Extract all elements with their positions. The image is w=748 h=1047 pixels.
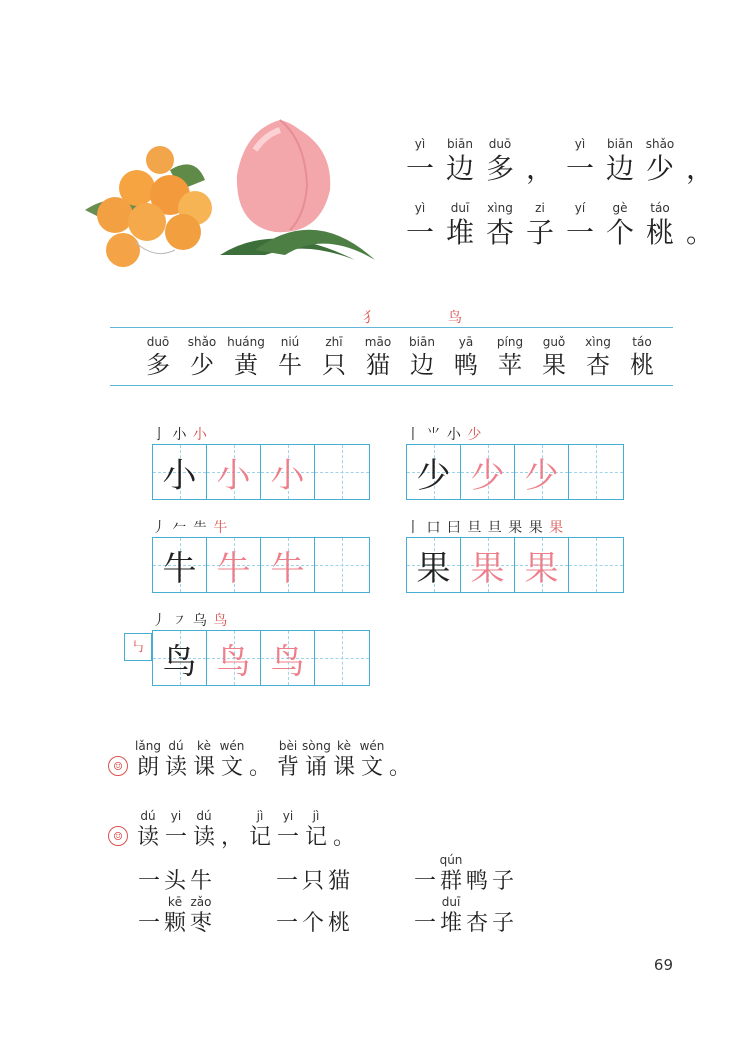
pinyin: yā <box>458 335 474 349</box>
pinyin: zhī <box>325 335 343 349</box>
niao-side-stroke: ㇉ <box>131 640 145 656</box>
phrase <box>136 852 214 896</box>
trace-char-cell <box>515 445 569 499</box>
practice-char: 果 <box>416 548 451 589</box>
hanzi: 课 <box>192 755 215 780</box>
pinyin: kè <box>197 739 211 753</box>
hanzi-with-pinyin <box>274 852 300 896</box>
hanzi: 少 <box>190 351 214 379</box>
pinyin: yì <box>574 137 586 151</box>
hanzi-with-pinyin <box>246 738 274 782</box>
pinyin: dú <box>140 809 156 823</box>
pinyin: xìng <box>585 335 611 349</box>
pinyin: wén <box>359 739 385 753</box>
pinyin <box>246 738 274 754</box>
hanzi: 边 <box>410 351 434 379</box>
hanzi: 堆 <box>445 216 474 249</box>
trace-char-cell <box>261 538 315 592</box>
trace-char-cell <box>261 445 315 499</box>
hanzi: 子 <box>491 869 514 894</box>
writing-block-guo <box>406 517 624 593</box>
pinyin <box>188 852 214 868</box>
hanzi: 一 <box>137 869 160 894</box>
pinyin: shǎo <box>187 335 217 349</box>
pinyin: duō <box>488 137 512 151</box>
hanzi-with-pinyin <box>134 738 162 782</box>
hanzi-with-pinyin <box>520 136 560 186</box>
pinyin: wén <box>219 739 245 753</box>
stroke-final: 少 <box>467 427 483 443</box>
hanzi-with-pinyin <box>576 334 620 380</box>
pinyin <box>136 894 162 910</box>
hanzi-with-pinyin <box>136 852 162 896</box>
hanzi: 。 <box>685 216 714 249</box>
pinyin <box>326 894 352 910</box>
trace-char-cell <box>461 538 515 592</box>
hanzi: 群 <box>439 869 462 894</box>
empty-practice-cell[interactable] <box>315 445 369 499</box>
hanzi: 一 <box>137 911 160 936</box>
pinyin <box>386 738 414 754</box>
phrase <box>412 894 516 938</box>
pinyin: duō <box>146 335 170 349</box>
model-char-cell <box>153 631 207 685</box>
hanzi-with-pinyin <box>190 808 218 852</box>
vocab-bottom-rule <box>110 385 673 386</box>
hanzi: 文 <box>360 755 383 780</box>
stroke-order <box>406 517 624 537</box>
radical-mao: 犭 <box>363 310 377 326</box>
hanzi: 记 <box>248 825 271 850</box>
pinyin: huáng <box>227 335 265 349</box>
hanzi-with-pinyin <box>640 200 680 250</box>
pinyin <box>464 852 490 868</box>
hanzi-with-pinyin <box>330 738 358 782</box>
stroke-sequence: 丿 ㇇ 乌 <box>152 613 214 629</box>
hanzi: 个 <box>301 911 324 936</box>
hanzi: 果 <box>542 351 566 379</box>
hanzi: 猫 <box>366 351 390 379</box>
pinyin: māo <box>364 335 392 349</box>
pinyin: kè <box>337 739 351 753</box>
writing-block-xiao <box>152 424 370 500</box>
practice-char: 小 <box>216 455 251 496</box>
activity-read-aloud <box>108 738 414 782</box>
hanzi-with-pinyin <box>188 852 214 896</box>
phrase <box>274 894 352 938</box>
hanzi: ， <box>525 152 554 185</box>
practice-char: 少 <box>524 455 559 496</box>
hanzi-with-pinyin <box>680 200 720 250</box>
hanzi: 读 <box>192 825 215 850</box>
practice-char: 果 <box>470 548 505 589</box>
pinyin: qún <box>439 853 463 867</box>
hanzi-with-pinyin <box>188 894 214 938</box>
pinyin: jì <box>256 809 264 823</box>
empty-practice-cell[interactable] <box>569 445 623 499</box>
hanzi-with-pinyin <box>532 334 576 380</box>
poem-line-2 <box>400 200 720 250</box>
hanzi: 猫 <box>327 869 350 894</box>
model-char-cell <box>153 445 207 499</box>
pinyin: zǎo <box>190 895 212 909</box>
hanzi: 少 <box>645 152 674 185</box>
hanzi: 一 <box>413 869 436 894</box>
pinyin: kē <box>167 895 183 909</box>
hanzi: 一 <box>275 869 298 894</box>
poem <box>400 136 720 250</box>
stroke-final: 鸟 <box>213 613 229 629</box>
hanzi-with-pinyin <box>268 334 312 380</box>
pinyin <box>330 808 358 824</box>
hanzi: 边 <box>445 152 474 185</box>
pinyin: shǎo <box>645 137 675 151</box>
hanzi-with-pinyin <box>326 894 352 938</box>
apricot-pile <box>85 146 212 267</box>
hanzi: 杏 <box>465 911 488 936</box>
practice-char: 少 <box>470 455 505 496</box>
pinyin <box>520 136 560 152</box>
tianzige-grid <box>152 444 370 500</box>
pinyin: niú <box>280 335 300 349</box>
hanzi: 苹 <box>498 351 522 379</box>
pinyin: biān <box>447 137 473 151</box>
hanzi: 一 <box>164 825 187 850</box>
hanzi-with-pinyin <box>560 136 600 186</box>
hanzi: 颗 <box>163 911 186 936</box>
pinyin <box>162 852 188 868</box>
hanzi-with-pinyin <box>520 200 560 250</box>
hanzi: 记 <box>304 825 327 850</box>
hanzi-with-pinyin <box>136 894 162 938</box>
hanzi: 桃 <box>645 216 674 249</box>
hanzi: 枣 <box>189 911 212 936</box>
stroke-sequence: 亅 小 <box>152 427 193 443</box>
practice-char: 小 <box>162 455 197 496</box>
hanzi-with-pinyin <box>400 136 440 186</box>
hanzi-with-pinyin <box>464 894 490 938</box>
hanzi: 朗 <box>136 755 159 780</box>
hanzi: 读 <box>136 825 159 850</box>
trace-char-cell <box>207 631 261 685</box>
hanzi: 杏 <box>485 216 514 249</box>
practice-char: 鸟 <box>162 641 197 682</box>
tianzige-grid <box>406 537 624 593</box>
hanzi-with-pinyin <box>412 894 438 938</box>
hanzi-with-pinyin <box>600 136 640 186</box>
hanzi-with-pinyin <box>246 808 274 852</box>
hanzi: 多 <box>485 152 514 185</box>
hanzi-with-pinyin <box>560 200 600 250</box>
hanzi-with-pinyin <box>302 738 330 782</box>
model-char-cell <box>153 538 207 592</box>
hanzi: 一 <box>275 911 298 936</box>
hanzi-with-pinyin <box>488 334 532 380</box>
activity-read-remember <box>108 808 358 852</box>
pinyin: gè <box>612 201 628 215</box>
writing-block-niu <box>152 517 370 593</box>
activity-icon: ☺ <box>108 756 128 776</box>
hanzi: 一 <box>405 216 434 249</box>
hanzi: 一 <box>565 216 594 249</box>
writing-block-shao <box>406 424 624 500</box>
pinyin: yi <box>170 809 182 823</box>
hanzi: ， <box>685 152 714 185</box>
pinyin <box>274 894 300 910</box>
hanzi-with-pinyin <box>464 852 490 896</box>
pinyin <box>218 808 246 824</box>
hanzi-with-pinyin <box>180 334 224 380</box>
pinyin <box>136 852 162 868</box>
stroke-order <box>152 424 370 444</box>
hanzi-with-pinyin <box>444 334 488 380</box>
hanzi-with-pinyin <box>330 808 358 852</box>
practice-char: 鸟 <box>270 641 305 682</box>
pinyin <box>300 852 326 868</box>
practice-char: 牛 <box>270 548 305 589</box>
phrase <box>136 894 214 938</box>
pinyin: duī <box>450 201 470 215</box>
hanzi: ， <box>220 825 243 850</box>
radical-ya: 鸟 <box>448 310 462 326</box>
empty-practice-cell[interactable] <box>315 631 369 685</box>
hanzi: 。 <box>388 755 411 780</box>
empty-practice-cell[interactable] <box>315 538 369 592</box>
hanzi-with-pinyin <box>600 200 640 250</box>
hanzi-with-pinyin <box>274 808 302 852</box>
hanzi-with-pinyin <box>358 738 386 782</box>
vocab-list <box>136 334 664 380</box>
pinyin: yi <box>282 809 294 823</box>
stroke-final: 牛 <box>213 520 229 536</box>
hanzi-with-pinyin <box>386 738 414 782</box>
hanzi-with-pinyin <box>480 200 520 250</box>
pinyin: lǎng <box>135 739 161 753</box>
hanzi-with-pinyin <box>300 852 326 896</box>
pinyin: táo <box>632 335 652 349</box>
pinyin: duī <box>441 895 461 909</box>
vocab-top-rule <box>110 327 673 328</box>
stroke-sequence: 丨 口 曰 旦 旦 果 果 <box>406 520 550 536</box>
hanzi-with-pinyin <box>218 808 246 852</box>
model-char-cell <box>407 445 461 499</box>
pinyin: yì <box>414 201 426 215</box>
hanzi: 杏 <box>586 351 610 379</box>
tianzige-grid <box>152 630 370 686</box>
hanzi: 桃 <box>327 911 350 936</box>
hanzi-with-pinyin <box>162 808 190 852</box>
hanzi: 一 <box>565 152 594 185</box>
pinyin <box>464 894 490 910</box>
hanzi-with-pinyin <box>490 894 516 938</box>
model-char-cell <box>407 538 461 592</box>
pinyin: zi <box>535 201 545 215</box>
hanzi: 只 <box>301 869 324 894</box>
hanzi: 牛 <box>189 869 212 894</box>
hanzi-with-pinyin <box>400 200 440 250</box>
hanzi-with-pinyin <box>162 894 188 938</box>
pinyin: píng <box>496 335 524 349</box>
hanzi-with-pinyin <box>300 894 326 938</box>
hanzi: 多 <box>146 351 170 379</box>
hanzi: 牛 <box>278 351 302 379</box>
activity-icon: ☺ <box>108 826 128 846</box>
empty-practice-cell[interactable] <box>569 538 623 592</box>
pinyin: yì <box>414 137 426 151</box>
trace-char-cell <box>207 538 261 592</box>
pinyin: biān <box>607 137 633 151</box>
hanzi-with-pinyin <box>218 738 246 782</box>
phrase <box>412 852 516 896</box>
hanzi: 鸭 <box>465 869 488 894</box>
stroke-sequence: 丨 ⺌ 小 <box>406 427 468 443</box>
hanzi-with-pinyin <box>274 894 300 938</box>
hanzi-with-pinyin <box>162 738 190 782</box>
hanzi: 桃 <box>630 351 654 379</box>
pinyin <box>412 894 438 910</box>
hanzi-with-pinyin <box>134 808 162 852</box>
pinyin: biān <box>409 335 435 349</box>
stroke-sequence: 丿 𠂉 ⺧ <box>152 520 214 536</box>
fruit-illustration <box>75 110 385 275</box>
pinyin: bèi <box>278 739 298 753</box>
hanzi: 子 <box>491 911 514 936</box>
hanzi-with-pinyin <box>400 334 444 380</box>
hanzi: 背 <box>276 755 299 780</box>
hanzi-with-pinyin <box>302 808 330 852</box>
practice-char: 果 <box>524 548 559 589</box>
trace-char-cell <box>207 445 261 499</box>
hanzi: 读 <box>164 755 187 780</box>
hanzi-with-pinyin <box>640 136 680 186</box>
pinyin: táo <box>650 201 670 215</box>
pinyin <box>680 136 720 152</box>
pinyin <box>326 852 352 868</box>
hanzi: 黄 <box>234 351 258 379</box>
trace-char-cell <box>461 445 515 499</box>
hanzi-with-pinyin <box>438 894 464 938</box>
hanzi: 头 <box>163 869 186 894</box>
hanzi-with-pinyin <box>490 852 516 896</box>
hanzi: 。 <box>248 755 271 780</box>
peach <box>220 120 375 260</box>
hanzi-with-pinyin <box>680 136 720 186</box>
hanzi-with-pinyin <box>438 852 464 896</box>
practice-char: 小 <box>270 455 305 496</box>
hanzi: 。 <box>332 825 355 850</box>
stroke-order <box>152 517 370 537</box>
niao-side-stroke-box <box>124 633 152 661</box>
page-number: 69 <box>653 956 673 974</box>
hanzi: 课 <box>332 755 355 780</box>
practice-char: 牛 <box>162 548 197 589</box>
pinyin <box>680 200 720 216</box>
poem-line-1 <box>400 136 720 186</box>
hanzi: 子 <box>525 216 554 249</box>
phrase <box>274 852 352 896</box>
hanzi-with-pinyin <box>480 136 520 186</box>
hanzi: 鸭 <box>454 351 478 379</box>
hanzi: 只 <box>322 351 346 379</box>
pinyin <box>490 894 516 910</box>
hanzi-with-pinyin <box>136 334 180 380</box>
hanzi-with-pinyin <box>224 334 268 380</box>
hanzi: 文 <box>220 755 243 780</box>
hanzi: 个 <box>605 216 634 249</box>
practice-char: 少 <box>416 455 451 496</box>
hanzi: 诵 <box>304 755 327 780</box>
trace-char-cell <box>515 538 569 592</box>
hanzi-with-pinyin <box>440 200 480 250</box>
hanzi: 一 <box>405 152 434 185</box>
hanzi-with-pinyin <box>412 852 438 896</box>
hanzi-with-pinyin <box>326 852 352 896</box>
pinyin <box>274 852 300 868</box>
pinyin <box>300 894 326 910</box>
stroke-order <box>406 424 624 444</box>
pinyin: guǒ <box>542 335 566 349</box>
pinyin <box>412 852 438 868</box>
tianzige-grid <box>406 444 624 500</box>
stroke-final: 果 <box>549 520 565 536</box>
hanzi: 一 <box>276 825 299 850</box>
hanzi-with-pinyin <box>440 136 480 186</box>
pinyin: yí <box>574 201 586 215</box>
practice-char: 牛 <box>216 548 251 589</box>
stroke-order <box>152 610 370 630</box>
hanzi-with-pinyin <box>356 334 400 380</box>
hanzi: 一 <box>413 911 436 936</box>
hanzi-with-pinyin <box>190 738 218 782</box>
hanzi: 堆 <box>439 911 462 936</box>
hanzi-with-pinyin <box>274 738 302 782</box>
pinyin: jì <box>312 809 320 823</box>
pinyin <box>490 852 516 868</box>
hanzi: 边 <box>605 152 634 185</box>
pinyin: sòng <box>302 739 331 753</box>
practice-char: 鸟 <box>216 641 251 682</box>
hanzi-with-pinyin <box>620 334 664 380</box>
pinyin: dú <box>168 739 184 753</box>
hanzi-with-pinyin <box>312 334 356 380</box>
writing-block-niao <box>152 610 370 686</box>
pinyin: dú <box>196 809 212 823</box>
tianzige-grid <box>152 537 370 593</box>
trace-char-cell <box>261 631 315 685</box>
hanzi-with-pinyin <box>162 852 188 896</box>
stroke-final: 小 <box>192 427 208 443</box>
pinyin: xìng <box>487 201 513 215</box>
